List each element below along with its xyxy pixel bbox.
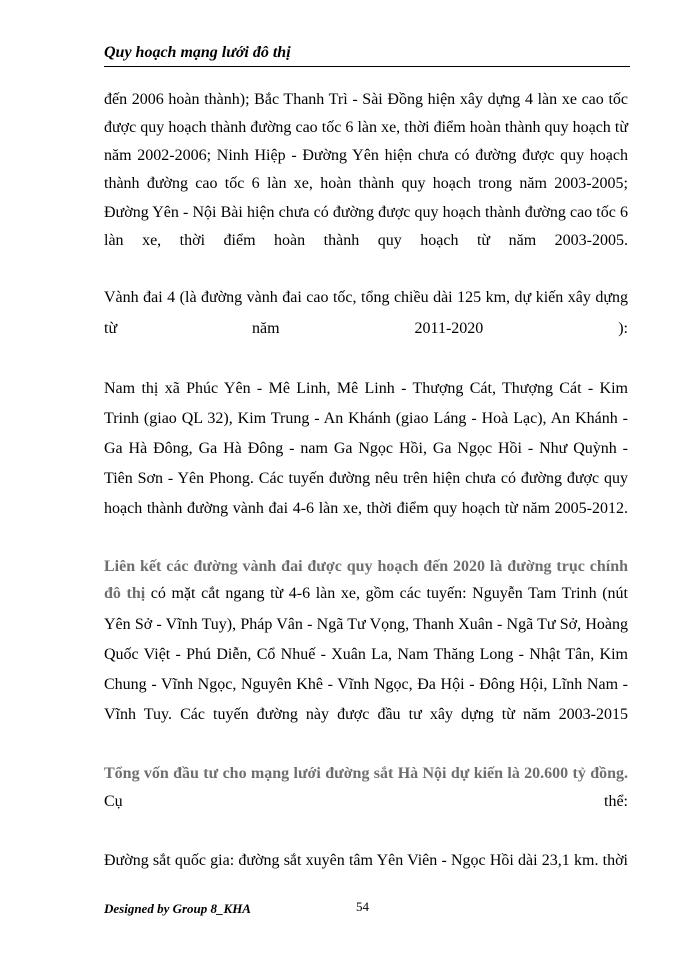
p1-line-4: thành đường cao tốc 6 làn xe, hoàn thành quy hoạch trong năm 2003-2005; bbox=[104, 175, 628, 192]
header-rule bbox=[104, 66, 630, 67]
p1-line-5: Đường Yên - Nội Bài hiện chưa có đường được quy hoạch thành đường cao tốc 6 bbox=[104, 204, 628, 221]
p1-line-2: được quy hoạch thành đường cao tốc 6 làn xe, thời điểm hoàn thành quy hoạch từ bbox=[104, 119, 628, 136]
p3-line-5: hoạch thành đường vành đai 4-6 làn xe, thời điểm quy hoạch từ năm 2005-2012. bbox=[104, 500, 628, 517]
p6-line-1: Đường sắt quốc gia: đường sắt xuyên tâm Yên Viên - Ngọc Hồi dài 23,1 km. thời bbox=[104, 852, 628, 869]
p4-line-5: Chung - Vĩnh Ngọc, Nguyên Khê - Vĩnh Ngọc, Đa Hội - Đông Hội, Lĩnh Nam - bbox=[104, 676, 628, 693]
p3-line-2: Trinh (giao QL 32), Kim Trung - An Khánh (giao Láng - Hoà Lạc), An Khánh - bbox=[104, 410, 628, 427]
p4-line-2 bbox=[104, 584, 628, 604]
p3-line-3: Ga Hà Đông, Ga Hà Đông - nam Ga Ngọc Hồi, Ga Ngọc Hồi - Như Quỳnh - bbox=[104, 440, 628, 457]
p4-line-1-heading: Liên kết các đường vành đai được quy hoạch đến 2020 là đường trục chính bbox=[104, 558, 628, 575]
p4-heading-continued: đô thị bbox=[104, 585, 146, 602]
footer-credit: Designed by Group 8_KHA bbox=[104, 901, 251, 916]
p4-line-3: Yên Sở - Vĩnh Tuy), Pháp Vân - Ngã Tư Vọng, Thanh Xuân - Ngã Tư Sở, Hoàng bbox=[104, 616, 628, 633]
p3-line-1: Nam thị xã Phúc Yên - Mê Linh, Mê Linh - Thượng Cát, Thượng Cát - Kim bbox=[104, 380, 628, 397]
p1-line-1: đến 2006 hoàn thành); Bắc Thanh Trì - Sài Đồng hiện xây dựng 4 làn xe cao tốc bbox=[104, 91, 628, 108]
p5-line-2: Cụ thể: bbox=[104, 793, 628, 810]
p4-line-4: Quốc Việt - Phú Diễn, Cổ Nhuế - Xuân La, Nam Thăng Long - Nhật Tân, Kim bbox=[104, 646, 628, 663]
p2-line-1: Vành đai 4 (là đường vành đai cao tốc, tổng chiều dài 125 km, dự kiến xây dựng bbox=[104, 289, 628, 306]
running-header-title: Quy hoạch mạng lưới đô thị bbox=[104, 44, 291, 61]
page-number: 54 bbox=[356, 899, 369, 914]
p3-line-4: Tiên Sơn - Yên Phong. Các tuyến đường nêu trên hiện chưa có đường được quy bbox=[104, 470, 628, 487]
p2-line-2: từ năm 2011-2020 ): bbox=[104, 320, 628, 337]
p4-line-6: Vĩnh Tuy. Các tuyến đường này được đầu tư xây dựng từ năm 2003-2015 bbox=[104, 706, 628, 723]
p4-line-2-text: có mặt cắt ngang từ 4-6 làn xe, gồm các tuyến: Nguyễn Tam Trinh (nút bbox=[145, 585, 629, 602]
p1-line-3: năm 2002-2006; Ninh Hiệp - Đường Yên hiện chưa có đường được quy hoạch bbox=[104, 147, 628, 164]
p1-line-6: làn xe, thời điểm hoàn thành quy hoạch từ năm 2003-2005. bbox=[104, 232, 628, 249]
p5-line-1-heading: Tổng vốn đầu tư cho mạng lưới đường sắt Hà Nội dự kiến là 20.600 tỷ đồng. bbox=[104, 765, 628, 782]
